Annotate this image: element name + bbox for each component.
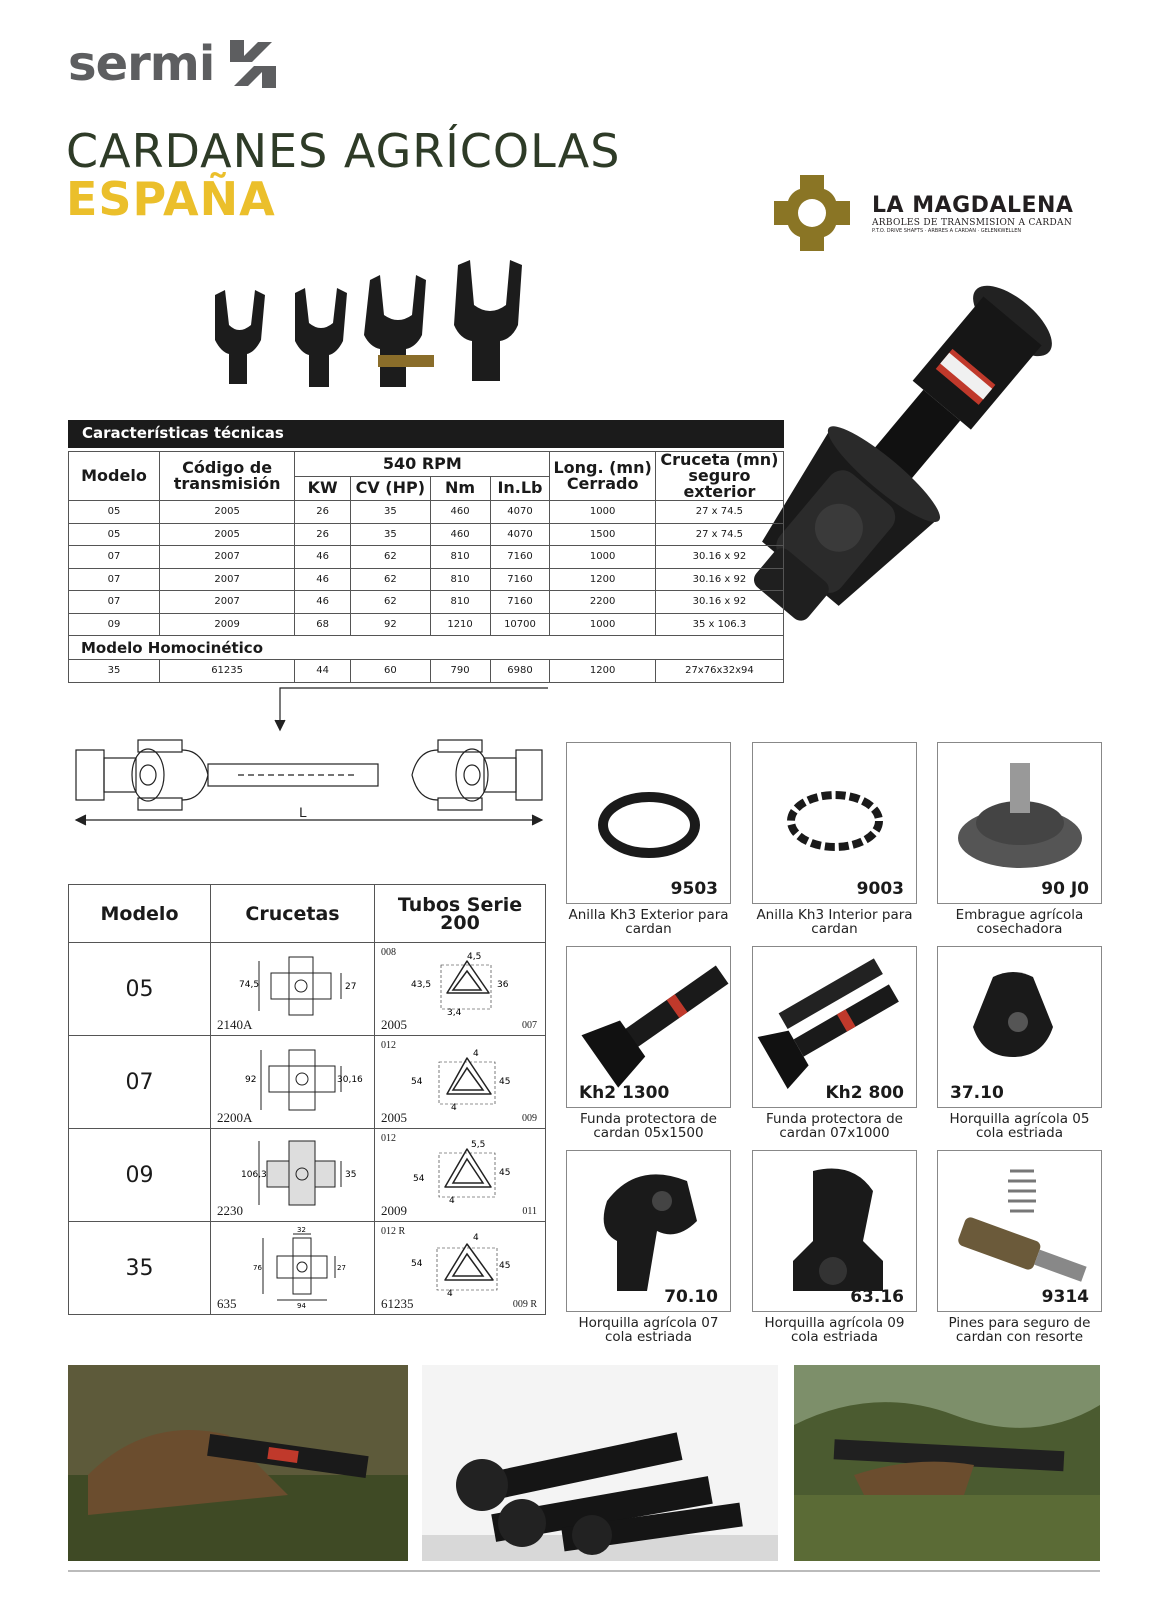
cell: 810 [430, 546, 490, 569]
cell: 1000 [550, 501, 655, 524]
cell: 2009 [159, 613, 294, 636]
cell: 2200 [550, 591, 655, 614]
dim-label: 92 [245, 1075, 257, 1085]
tube-top-code: 012 [381, 1133, 396, 1144]
cruceta-cell [211, 1222, 375, 1315]
product-code: Kh2 1300 [579, 1083, 670, 1103]
col-kw: KW [295, 476, 351, 501]
col-modelo: Modelo [69, 452, 160, 501]
modelo-cell: 05 [69, 943, 211, 1036]
col-crucetas: Crucetas [211, 885, 375, 943]
product-code: 90 J0 [1041, 879, 1089, 899]
cell: 30.16 x 92 [655, 591, 783, 614]
product-image [752, 1150, 917, 1312]
footer-divider [68, 1570, 1100, 1572]
dim-label: 4 [451, 1103, 457, 1113]
tube-code: 61235 [381, 1296, 414, 1311]
product-code: 70.10 [664, 1287, 718, 1307]
cell: 60 [351, 660, 431, 683]
dim-label: 76 [253, 1264, 262, 1272]
cell: 790 [430, 660, 490, 683]
product-caption: Anilla Kh3 Exterior para cardan [568, 907, 729, 937]
dim-label: 4 [473, 1049, 479, 1059]
shaft-length-diagram [68, 680, 548, 860]
tube-right-code: 009 [522, 1113, 537, 1124]
cell: 30.16 x 92 [655, 568, 783, 591]
dim-label: 4 [449, 1196, 455, 1206]
field-photo-right [794, 1365, 1100, 1561]
cell: 4070 [490, 523, 550, 546]
product-code: Kh2 800 [825, 1083, 904, 1103]
cell: 10700 [490, 613, 550, 636]
product-card[interactable] [566, 1150, 731, 1344]
crucetas-table [68, 884, 546, 1315]
product-image [752, 946, 917, 1108]
cell: 44 [295, 660, 351, 683]
product-card[interactable] [566, 946, 731, 1140]
table-row [69, 501, 784, 524]
table-row [69, 1036, 546, 1129]
table-row [69, 591, 784, 614]
dim-label: 27 [337, 1264, 346, 1272]
cell: 1200 [550, 568, 655, 591]
page-subtitle: ESPAÑA [66, 172, 276, 226]
cell: 26 [295, 523, 351, 546]
cell: 2005 [159, 523, 294, 546]
cell: 46 [295, 591, 351, 614]
col-codigo: Código de transmisión [159, 452, 294, 501]
cell: 07 [69, 591, 160, 614]
product-code: 9503 [670, 879, 718, 899]
dim-label: 74,5 [239, 980, 260, 990]
cell: 1500 [550, 523, 655, 546]
cell: 07 [69, 546, 160, 569]
dim-label: 4 [447, 1289, 453, 1299]
cell: 61235 [159, 660, 294, 683]
dim-label: 45 [499, 1261, 511, 1271]
cell: 1210 [430, 613, 490, 636]
page-title: CARDANES AGRÍCOLAS [66, 124, 621, 178]
cell: 46 [295, 546, 351, 569]
cell: 35 [351, 501, 431, 524]
cell: 2007 [159, 568, 294, 591]
product-image [937, 1150, 1102, 1312]
cruceta-cell [211, 1036, 375, 1129]
cell: 92 [351, 613, 431, 636]
table-row [69, 1222, 546, 1315]
cruceta-code: 635 [217, 1296, 237, 1311]
table-row [69, 568, 784, 591]
cell: 7160 [490, 546, 550, 569]
dim-label: 54 [413, 1174, 425, 1184]
col-nm: Nm [430, 476, 490, 501]
product-card[interactable] [937, 1150, 1102, 1344]
col-modelo: Modelo [69, 885, 211, 943]
col-cv: CV (HP) [351, 476, 431, 501]
product-caption: Horquilla agrícola 05 cola estriada [949, 1111, 1090, 1141]
partner-subtitle: ARBOLES DE TRANSMISION A CARDAN [872, 217, 1072, 228]
tube-right-code: 007 [522, 1020, 537, 1031]
col-cruceta: Cruceta (mn) seguro exterior [655, 452, 783, 501]
cell: 30.16 x 92 [655, 546, 783, 569]
cell: 1000 [550, 546, 655, 569]
product-image [752, 742, 917, 904]
dim-label: 45 [499, 1077, 511, 1087]
cell: 62 [351, 568, 431, 591]
brand-wordmark: sermi [68, 36, 215, 92]
partner-name: LA MAGDALENA [872, 192, 1074, 218]
product-code: 63.16 [850, 1287, 904, 1307]
cell: 2007 [159, 591, 294, 614]
product-card[interactable] [752, 946, 917, 1140]
cell: 460 [430, 523, 490, 546]
dim-label: 94 [297, 1302, 306, 1310]
table-row [69, 613, 784, 636]
product-image [566, 946, 731, 1108]
sermi-symbol-icon [228, 38, 278, 90]
cell: 46 [295, 568, 351, 591]
product-caption: Funda protectora de cardan 05x1500 [580, 1111, 717, 1141]
cell: 460 [430, 501, 490, 524]
tube-top-code: 008 [381, 947, 396, 958]
cell: 68 [295, 613, 351, 636]
cell: 35 [69, 660, 160, 683]
cruceta-code: 2230 [217, 1203, 243, 1218]
dim-label: 35 [345, 1170, 357, 1180]
tube-code: 2005 [381, 1110, 407, 1125]
product-card[interactable] [752, 742, 917, 936]
shafts-photo-center [422, 1365, 778, 1561]
spec-heading: Características técnicas [68, 420, 784, 448]
product-image [937, 742, 1102, 904]
product-image [937, 946, 1102, 1108]
cruceta-cell [211, 1129, 375, 1222]
cell: 1000 [550, 613, 655, 636]
product-image [566, 1150, 731, 1312]
cell: 35 [351, 523, 431, 546]
table-row [69, 523, 784, 546]
product-code: 37.10 [950, 1083, 1004, 1103]
product-code: 9314 [1041, 1287, 1089, 1307]
dim-label: 30,16 [337, 1075, 363, 1085]
tubo-cell [375, 1222, 546, 1315]
partner-languages: P.T.O. DRIVE SHAFTS · ARBRES A CARDAN · GELENKWELLEN [872, 227, 1022, 234]
cruceta-cell [211, 943, 375, 1036]
dim-label: 45 [499, 1168, 511, 1178]
cell: 62 [351, 546, 431, 569]
product-image [566, 742, 731, 904]
product-caption: Embrague agrícola cosechadora [955, 907, 1084, 937]
col-tubos: Tubos Serie 200 [375, 885, 546, 943]
cell: 27 x 74.5 [655, 523, 783, 546]
tube-right-code: 011 [522, 1206, 537, 1217]
cruceta-code: 2200A [217, 1110, 253, 1125]
col-longitud: Long. (mn) Cerrado [550, 452, 655, 501]
dim-label: 106,3 [241, 1170, 267, 1180]
yokes-photo [210, 255, 570, 405]
cell: 7160 [490, 591, 550, 614]
cell: 4070 [490, 501, 550, 524]
table-row [69, 943, 546, 1036]
cell: 27x76x32x94 [655, 660, 783, 683]
tube-right-code: 009 R [512, 1299, 537, 1310]
modelo-cell: 07 [69, 1036, 211, 1129]
tube-top-code: 012 R [381, 1226, 406, 1237]
cruceta-code: 2140A [217, 1017, 253, 1032]
dim-label: 32 [297, 1226, 306, 1234]
group-label: Modelo Homocinético [69, 636, 784, 660]
product-card[interactable] [566, 742, 731, 936]
cell: 6980 [490, 660, 550, 683]
length-label: L [299, 804, 307, 820]
product-caption: Anilla Kh3 Interior para cardan [756, 907, 913, 937]
modelo-cell: 09 [69, 1129, 211, 1222]
cell: 05 [69, 501, 160, 524]
col-inlb: In.Lb [490, 476, 550, 501]
product-code: 9003 [856, 879, 904, 899]
tubo-cell [375, 1036, 546, 1129]
product-caption: Pines para seguro de cardan con resorte [948, 1315, 1091, 1345]
dim-label: 4,5 [467, 952, 482, 962]
cell: 09 [69, 613, 160, 636]
sermi-logo [68, 34, 278, 94]
dim-label: 4 [473, 1233, 479, 1243]
cross-logo-icon [770, 173, 854, 253]
product-caption: Horquilla agrícola 07 cola estriada [578, 1315, 719, 1345]
cell: 1200 [550, 660, 655, 683]
dim-label: 36 [497, 980, 509, 990]
modelo-cell: 35 [69, 1222, 211, 1315]
cell: 26 [295, 501, 351, 524]
spec-table [68, 451, 784, 683]
tubo-cell [375, 943, 546, 1036]
dim-label: 27 [345, 982, 357, 992]
table-row [69, 660, 784, 683]
cell: 810 [430, 591, 490, 614]
cell: 07 [69, 568, 160, 591]
cell: 62 [351, 591, 431, 614]
product-caption: Horquilla agrícola 09 cola estriada [764, 1315, 905, 1345]
cell: 7160 [490, 568, 550, 591]
cell: 35 x 106.3 [655, 613, 783, 636]
table-row [69, 546, 784, 569]
tube-top-code: 012 [381, 1040, 396, 1051]
cell: 05 [69, 523, 160, 546]
product-card[interactable] [937, 742, 1102, 936]
cell: 2005 [159, 501, 294, 524]
cell: 810 [430, 568, 490, 591]
tubo-cell [375, 1129, 546, 1222]
dim-label: 54 [411, 1077, 423, 1087]
table-row [69, 1129, 546, 1222]
dim-label: 3,4 [447, 1008, 462, 1018]
cell: 2007 [159, 546, 294, 569]
tube-code: 2009 [381, 1203, 407, 1218]
dim-label: 54 [411, 1259, 423, 1269]
tube-code: 2005 [381, 1017, 407, 1032]
product-card[interactable] [752, 1150, 917, 1344]
field-photo-left [68, 1365, 408, 1561]
partner-logo [770, 173, 1073, 253]
col-rpm-group: 540 RPM [295, 452, 550, 477]
product-caption: Funda protectora de cardan 07x1000 [766, 1111, 903, 1141]
cell: 27 x 74.5 [655, 501, 783, 524]
dim-label: 43,5 [411, 980, 432, 990]
dim-label: 5,5 [471, 1140, 486, 1150]
product-card[interactable] [937, 946, 1102, 1140]
